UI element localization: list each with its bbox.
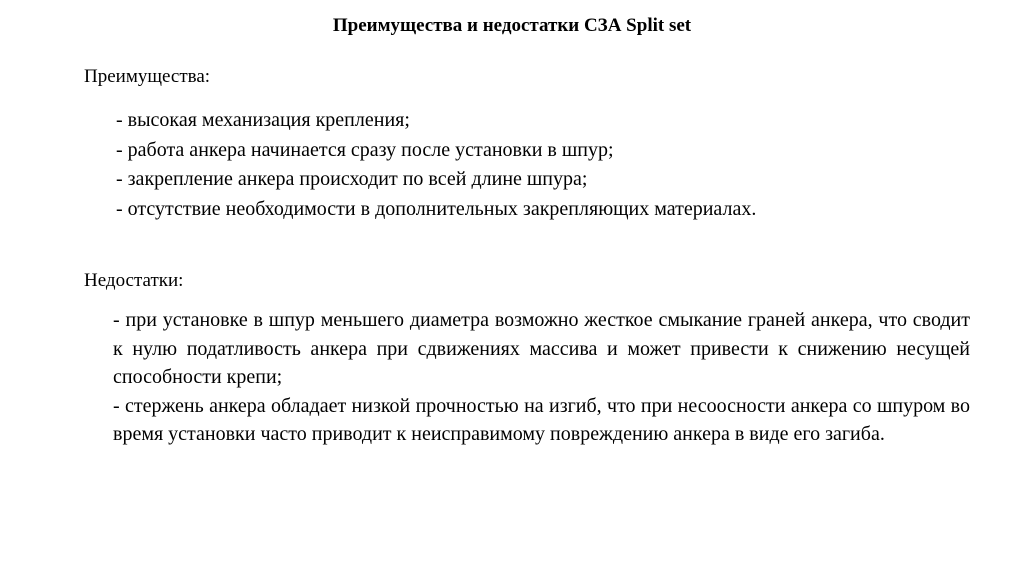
advantages-list — [116, 106, 976, 224]
list-item: - стержень анкера обладает низкой прочностью на изгиб, что при несоосности анкера со шпуром во время установки часто приводит к неисправимому повреждению анкера в виде его загиба. — [113, 394, 970, 445]
disadvantages-list — [113, 306, 970, 449]
list-item: - отсутствие необходимости в дополнительных закрепляющих материалах. — [116, 197, 757, 220]
list-item: - работа анкера начинается сразу после установки в шпур; — [116, 138, 614, 161]
disadvantages-label: Недостатки: — [84, 270, 184, 291]
slide-title: Преимущества и недостатки СЗА Split set — [332, 15, 692, 36]
advantages-label: Преимущества: — [84, 66, 211, 87]
list-item: - высокая механизация крепления; — [116, 109, 410, 131]
list-item: - при установке в шпур меньшего диаметра возможно жесткое смыкание граней анкера, что сводит к нулю податливость анкера при сдвижениях массива и может привести к снижению несущей способности крепи; — [113, 309, 970, 388]
list-item: - закрепление анкера происходит по всей длине шпура; — [116, 168, 588, 190]
